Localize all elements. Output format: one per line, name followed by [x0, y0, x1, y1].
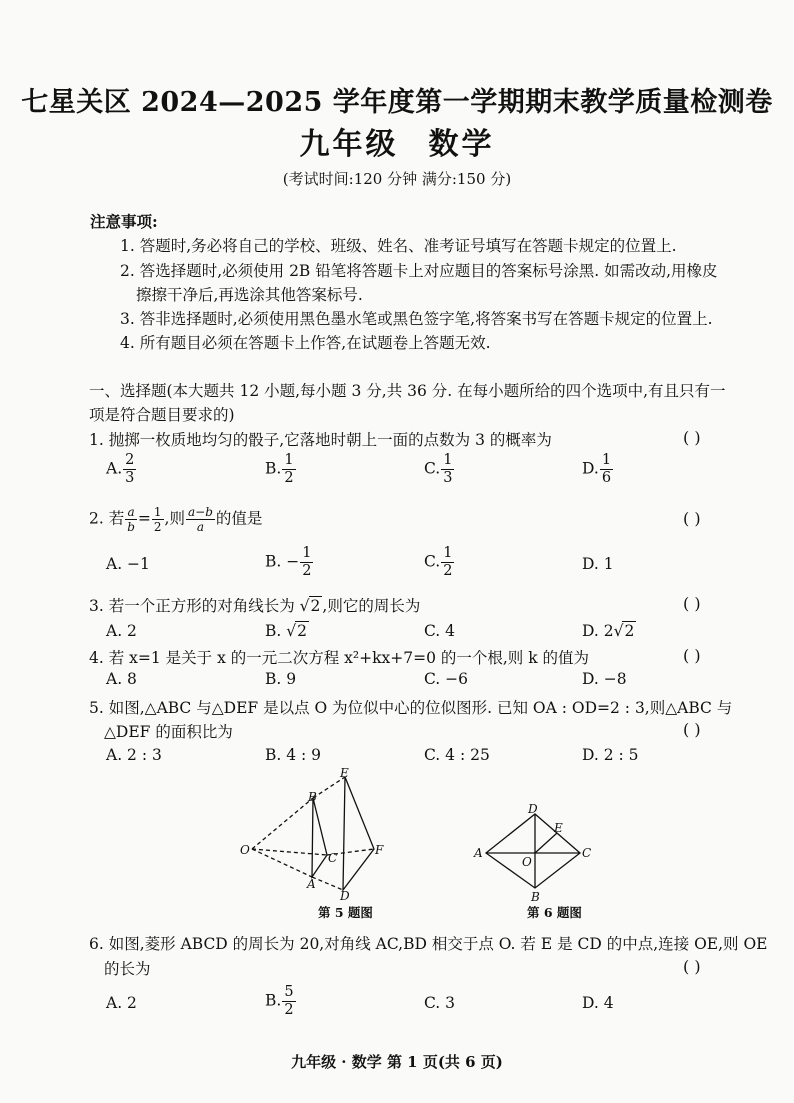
- section-heading-cont: 项是符合题目要求的): [89, 406, 235, 424]
- note-item-3: 3. 答非选择题时,必须使用黑色墨水笔或黑色签字笔,将答案书写在答题卡规定的位置上.: [120, 310, 713, 328]
- exam-title: 七星关区 2024—2025 学年度第一学期期末教学质量检测卷: [21, 87, 773, 118]
- figure-6-caption: 第 6 题图: [527, 905, 582, 920]
- q2-stem: 2. 若 $\frac{a}{b}$ = $\frac{1}{2}$ ,则 $\frac{a-b}{a}$ 的值是: [89, 505, 263, 534]
- q5-option-c: C. 4 : 25: [424, 746, 490, 764]
- fig5-label-c: C: [328, 851, 338, 865]
- q3-option-c: C. 4: [424, 622, 456, 640]
- q5-stem: 5. 如图,△ABC 与△DEF 是以点 O 为位似中心的位似图形. 已知 OA : OD=2 : 3,则△ABC 与: [89, 699, 733, 717]
- q6-option-d: D. 4: [582, 994, 614, 1012]
- q3-option-b: B. √2: [265, 622, 308, 640]
- exam-grade-subject: [0, 119, 794, 163]
- q4-stem: 4. 若 x=1 是关于 x 的一元二次方程 x²+kx+7=0 的一个根,则 k 的值为: [89, 649, 590, 667]
- q3-option-a: A. 2: [106, 622, 137, 640]
- fig5-label-a: A: [307, 877, 316, 891]
- q2-option-a: A. −1: [106, 555, 150, 573]
- fig6-label-d: D: [528, 802, 538, 816]
- note-item-1: 1. 答题时,务必将自己的学校、班级、姓名、准考证号填写在答题卡规定的位置上.: [120, 237, 677, 255]
- q4-option-d: D. −8: [582, 670, 627, 688]
- q1-answer-blank: ( ): [683, 428, 701, 447]
- grade-label: 九年级: [299, 127, 399, 162]
- q5-stem-cont: △DEF 的面积比为: [104, 723, 233, 741]
- q3-stem: 3. 若一个正方形的对角线长为 √2 ,则它的周长为: [89, 597, 421, 615]
- fig5-label-d: D: [340, 889, 350, 903]
- fig6-label-o: O: [522, 855, 532, 869]
- exam-info: (考试时间:120 分钟 满分:150 分): [282, 170, 512, 188]
- q1-option-d: D. $\frac{1}{6}$: [582, 452, 612, 486]
- section-heading: 一、选择题(本大题共 12 小题,每小题 3 分,共 36 分. 在每小题所给的四个选项中,有且只有一: [89, 382, 726, 400]
- q4-option-c: C. −6: [424, 670, 469, 688]
- q5-option-a: A. 2 : 3: [106, 746, 162, 764]
- q5-option-b: B. 4 : 9: [265, 746, 322, 764]
- q1-option-a: A. $\frac{2}{3}$: [106, 452, 135, 486]
- fig6-label-a: A: [474, 846, 483, 860]
- q5-option-d: D. 2 : 5: [582, 746, 639, 764]
- q6-option-b: B. $\frac{5}{2}$: [265, 984, 294, 1018]
- note-item-2-cont: 擦擦干净后,再选涂其他答案标号.: [136, 286, 363, 304]
- q4-option-a: A. 8: [106, 670, 137, 688]
- note-item-2: 2. 答选择题时,必须使用 2B 铅笔将答题卡上对应题目的答案标号涂黑. 如需改动,用橡皮: [120, 262, 718, 280]
- q1-stem: 1. 抛掷一枚质地均匀的骰子,它落地时朝上一面的点数为 3 的概率为: [89, 431, 552, 449]
- q3-answer-blank: ( ): [683, 594, 701, 613]
- q1-option-b: B. $\frac{1}{2}$: [265, 452, 294, 486]
- figure-5-similar-triangles: [230, 765, 390, 905]
- figure-6-rhombus: [470, 800, 600, 902]
- q2-option-d: D. 1: [582, 555, 614, 573]
- q6-stem: 6. 如图,菱形 ABCD 的周长为 20,对角线 AC,BD 相交于点 O. 若 E 是 CD 的中点,连接 OE,则 OE: [89, 935, 768, 953]
- q4-answer-blank: ( ): [683, 646, 701, 665]
- fig5-label-f: F: [375, 843, 384, 857]
- fig5-label-e: E: [340, 766, 349, 780]
- fig5-label-o: O: [240, 843, 250, 857]
- figure-5-caption: 第 5 题图: [318, 905, 373, 920]
- q4-option-b: B. 9: [265, 670, 297, 688]
- fig6-label-c: C: [582, 846, 592, 860]
- fig6-label-b: B: [531, 890, 540, 902]
- q2-option-b: B. − $\frac{1}{2}$: [265, 545, 312, 579]
- q2-option-c: C. $\frac{1}{2}$: [424, 545, 453, 579]
- page-footer: 九年级 · 数学 第 1 页(共 6 页): [291, 1053, 503, 1071]
- q1-option-c: C. $\frac{1}{3}$: [424, 452, 453, 486]
- note-item-4: 4. 所有题目必须在答题卡上作答,在试题卷上答题无效.: [120, 334, 491, 352]
- q2-answer-blank: ( ): [683, 509, 701, 528]
- q5-answer-blank: ( ): [683, 720, 701, 739]
- q6-answer-blank: ( ): [683, 957, 701, 976]
- notes-heading: 注意事项:: [90, 212, 158, 231]
- q6-stem-cont: 的长为: [104, 960, 151, 978]
- q6-option-a: A. 2: [106, 994, 137, 1012]
- q3-option-d: D. 2√2: [582, 622, 635, 640]
- fig6-label-e: E: [554, 821, 563, 835]
- subject-label: 数学: [428, 127, 495, 162]
- fig5-label-b: B: [308, 790, 317, 804]
- q6-option-c: C. 3: [424, 994, 456, 1012]
